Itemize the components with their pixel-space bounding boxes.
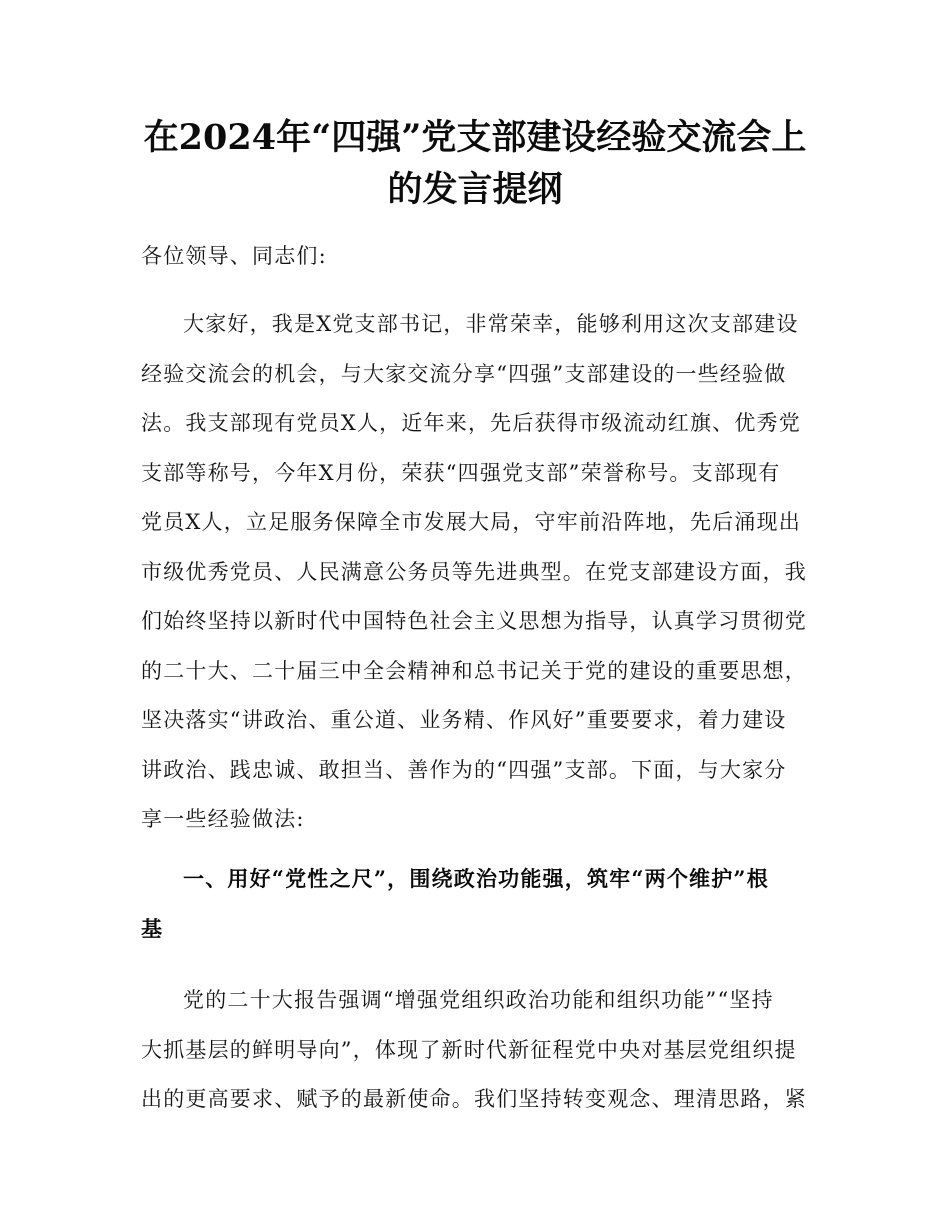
title-line: 在2024年“四强”党支部建设经验交流会上 (143, 117, 807, 158)
paragraph-line: 市级优秀党员、人民满意公务员等先进典型。在党支部建设方面，我 (141, 559, 807, 584)
salutation-text: 各位领导、同志们: (141, 244, 327, 268)
paragraph-line: 坚决落实“讲政治、重公道、业务精、作风好”重要要求，着力建设 (141, 708, 787, 732)
paragraph-line: 党员X人，立足服务保障全市发展大局，守牢前沿阵地，先后涌现出 (141, 510, 801, 534)
salutation (141, 232, 807, 282)
heading-line: 基 (141, 915, 164, 941)
heading-line: 一、用好“党性之尺”，围绕政治功能强，筑牢“两个维护”根 (183, 866, 769, 891)
paragraph-line: 党的二十大报告强调“增强党组织政治功能和组织功能”“坚持 (183, 988, 774, 1012)
paragraph-line: 出的更高要求、赋予的最新使命。我们坚持转变观念、理清思路，紧 (141, 1087, 807, 1111)
title-line: 的发言提纲 (387, 169, 563, 210)
paragraph-line: 大抓基层的鲜明导向”，体现了新时代新征程党中央对基层党组织提 (141, 1037, 797, 1062)
paragraph-line: 享一些经验做法: (141, 807, 305, 831)
paragraph-line: 们始终坚持以新时代中国特色社会主义思想为指导，认真学习贯彻党 (141, 609, 807, 633)
paragraph-line: 支部等称号，今年X月份，荣获“四强党支部”荣誉称号。支部现有 (141, 460, 781, 485)
paragraph-line: 法。我支部现有党员X人，近年来，先后获得市级流动红旗、优秀党 (141, 411, 801, 435)
paragraph-intro (141, 300, 807, 845)
paragraph-line: 大家好，我是X党支部书记，非常荣幸，能够利用这次支部建设 (183, 312, 799, 336)
paragraph-section-one (141, 976, 807, 1125)
paragraph-line: 经验交流会的机会，与大家交流分享“四强”支部建设的一些经验做 (141, 361, 787, 386)
paragraph-line: 讲政治、践忠诚、敢担当、善作为的“四强”支部。下面，与大家分 (141, 757, 787, 782)
document-title (100, 112, 850, 216)
section-heading (141, 854, 807, 953)
paragraph-line: 的二十大、二十届三中全会精神和总书记关于党的建设的重要思想， (141, 658, 807, 683)
